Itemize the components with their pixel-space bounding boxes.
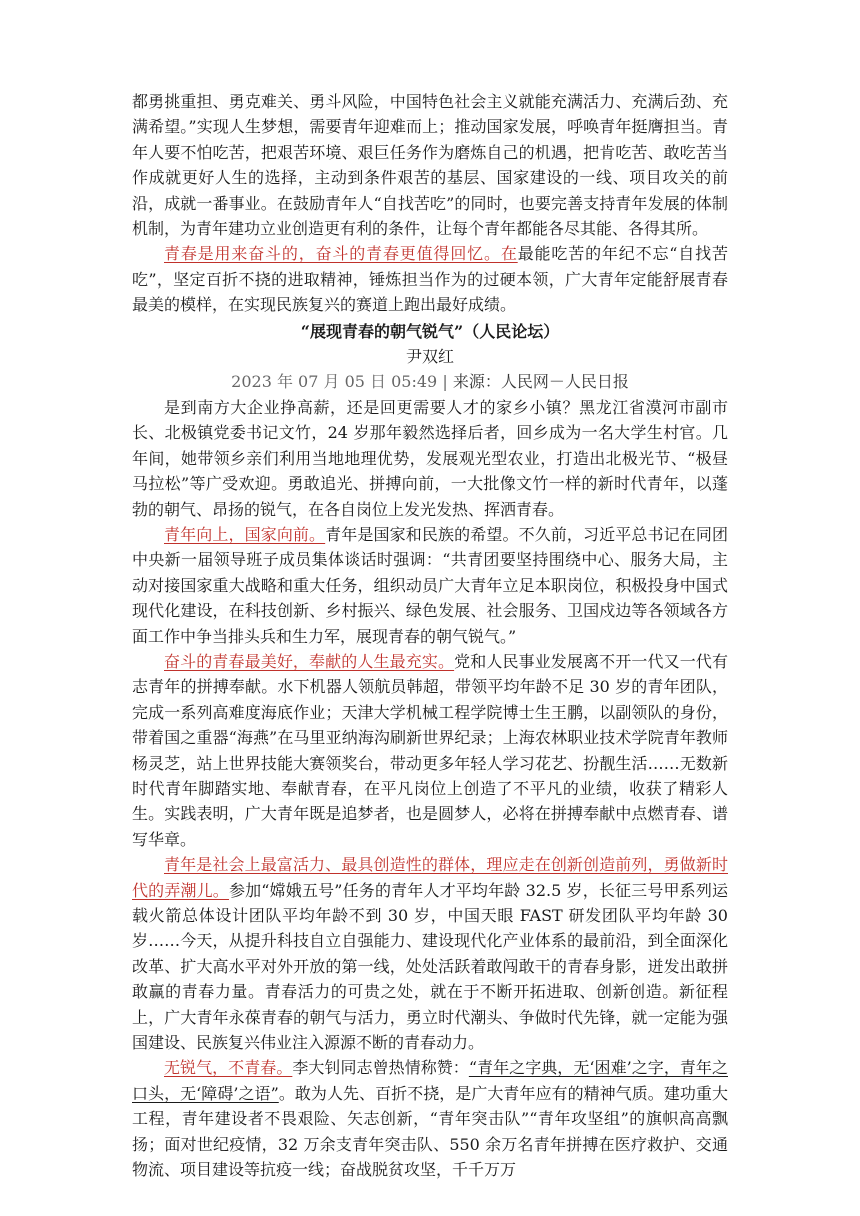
paragraph-body: 。敢为人先、百折不挠，是广大青年应有的精神气质。建功重大工程，青年建设者不畏艰险、矢志创新，“青年突击队”“青年攻坚组”的旗帜高高飘扬；面对世纪疫情，32 万余支青年突击队、550 余万名青年拼搏在医疗救护、交通物流、项目建设等抗疫一线；奋战脱贫攻坚，千千万万 <box>132 1083 728 1180</box>
paragraph-body: 最能吃苦的年纪不忘“自找苦吃”，坚定百折不挠的进取精神，锤炼担当作为的过硬本领，广大青年定能舒展青春最美的模样，在实现民族复兴的赛道上跑出最好成绩。 <box>132 244 728 315</box>
paragraph-body: 党和人民事业发展离不开一代又一代有志青年的拼搏奉献。水下机器人领航员韩超，带领平均年龄不足 30 岁的青年团队，完成一系列高难度海底作业；天津大学机械工程学院博士生王鹏，以副领队的身份，带着国之重器“海燕”在马里亚纳海沟刷新世界纪录；上海农林职业技术学院青年教师杨灵芝，站上世界技能大赛领奖台，带动更多年轻人学习花艺、扮靓生活……无数新时代青年脚踏实地、奉献青春，在平凡岗位上创造了不平凡的业绩，收获了精彩人生。实践表明，广大青年既是追梦者，也是圆梦人，必将在拼搏奉献中点燃青春、谱写华章。 <box>132 651 728 849</box>
paragraph-body: 青年是国家和民族的希望。不久前，习近平总书记在同团中央新一届领导班子成员集体谈话时强调：“共青团要坚持围绕中心、服务大局，主动对接国家重大战略和重大任务，组织动员广大青年立足本职岗位，积极投身中国式现代化建设，在科技创新、乡村振兴、绿色发展、社会服务、卫国戍边等各领域各方面工作中争当排头兵和生力军，展现青春的朝气锐气。” <box>132 524 728 646</box>
article-meta <box>132 369 728 394</box>
meta-separator: | <box>442 372 448 392</box>
paragraph-continued: 都勇挑重担、勇克难关、勇斗风险，中国特色社会主义就能充满活力、充满后劲、充满希望。”实现人生梦想，需要青年迎难而上；推动国家发展，呼唤青年挺膺担当。青年人要不怕吃苦，把艰苦环境、艰巨任务作为磨炼自己的机遇，把肯吃苦、敢吃苦当作成就更好人生的选择，主动到条件艰苦的基层、国家建设的一线、项目攻关的前沿，成就一番事业。在鼓励青年人“自找苦吃”的同时，也要完善支持青年发展的体制机制，为青年建功立业创造更有利的条件，让每个青年都能各尽其能、各得其所。 <box>132 92 728 239</box>
highlight-lead: 奋斗的青春最美好，奉献的人生最充实。 <box>164 651 455 671</box>
paragraph-youth-upward <box>132 522 728 649</box>
highlight-lead: 青年是社会上最富活力、最具创造性的群体，理应走在创新创造前列，勇做新时代的弄潮儿。 <box>132 855 728 900</box>
paragraph-body: 李大钊同志曾热情称赞： <box>292 1058 469 1078</box>
highlight-lead: 无锐气，不青春。 <box>164 1058 293 1078</box>
article-source: 来源：人民网－人民日报 <box>452 372 629 392</box>
article-author: 尹双红 <box>405 347 454 367</box>
paragraph-dedication <box>132 649 728 852</box>
publish-datetime: 2023 年 07 月 05 日 05:49 <box>231 372 438 392</box>
highlight-lead: 青春是用来奋斗的，奋斗的青春更值得回忆。在 <box>164 244 518 264</box>
paragraph-intro: 是到南方大企业挣高薪，还是回更需要人才的家乡小镇？黑龙江省漠河市副市长、北极镇党委书记文竹，24 岁那年毅然选择后者，回乡成为一名大学生村官。几年间，她带领乡亲们利用当地地理优势，发展观光型农业，打造出北极光节、“极昼马拉松”等广受欢迎。勇敢追光、拼搏向前，一大批像文竹一样的新时代青年，以蓬勃的朝气、昂扬的锐气，在各自岗位上发光发热、挥洒青春。 <box>132 397 728 519</box>
article-page <box>132 89 728 1182</box>
underlined-quote: “青年之字典，无‘困难’之字，青年之口头，无‘障碍’之语” <box>132 1058 728 1103</box>
paragraph-spirit <box>132 1055 728 1182</box>
paragraph-body: 参加“嫦娥五号”任务的青年人才平均年龄 32.5 岁，长征三号甲系列运载火箭总体设计团队平均年龄不到 30 岁，中国天眼 FAST 研发团队平均年龄 30 岁……今天，从提升科技自立自强能力、建设现代化产业体系的最前沿，到全面深化改革、扩大高水平对外开放的第一线，处处活跃着敢闯敢干的青春身影，迸发出敢拼敢赢的青春力量。青春活力的可贵之处，就在于不断开拓进取、创新创造。新征程上，广大青年永葆青春的朝气与活力，勇立时代潮头、争做时代先锋，就一定能为强国建设、民族复兴伟业注入源源不断的青春动力。 <box>132 880 728 1053</box>
paragraph-innovation <box>132 852 728 1055</box>
paragraph-youth-struggle <box>132 241 728 317</box>
highlight-lead: 青年向上，国家向前。 <box>164 524 326 544</box>
article-title: “展现青春的朝气锐气”（人民论坛） <box>300 321 560 341</box>
